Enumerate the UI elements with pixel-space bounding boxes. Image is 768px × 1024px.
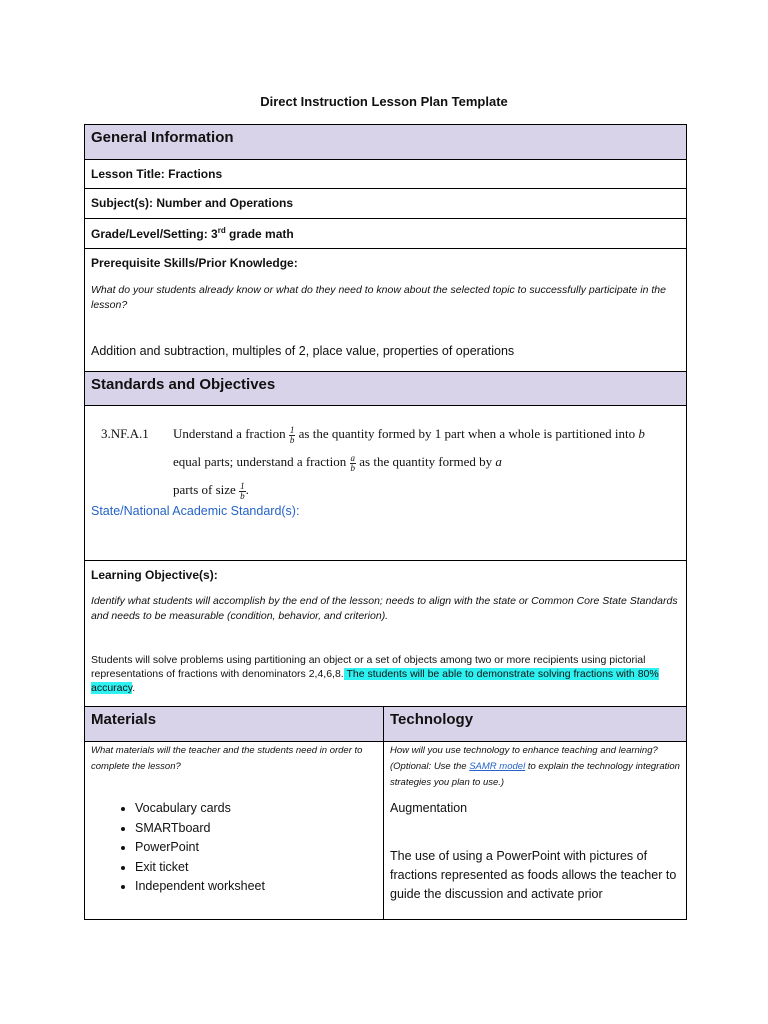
frac-denominator: b [240,490,245,501]
objectives-answer [91,653,680,695]
grade-suffix: grade math [225,227,294,241]
materials-prompt: What materials will the teacher and the students need in order to complete the lesson? [91,745,363,772]
section-heading: General Information [91,129,234,146]
section-heading: Materials [91,711,157,728]
standards-objectives-header [85,372,687,406]
learning-objectives-row [85,561,687,707]
grade-prefix: Grade/Level/Setting: 3 [91,227,218,241]
objectives-answer-text: Students will solve problems using partitioning an object or a set of objects among two or more recipients using pictorial representations of fractions with denominators 2,4,6,8. [91,654,646,680]
prerequisite-answer: Addition and subtraction, multiples of 2, place value, properties of operations [91,344,515,358]
lesson-plan-table [84,124,687,920]
list-item: • PowerPoint [135,838,377,858]
document-title: Direct Instruction Lesson Plan Template [260,94,508,109]
section-heading: Technology [390,711,474,728]
std-text-4: equal parts; understand a fraction [173,454,347,469]
fraction-one-over-b [289,426,296,445]
lesson-title: Lesson Title: Fractions [91,167,223,181]
prerequisite-prompt: What do your students already know or what do they need to know about the selected topic to successfully participate in the lesson? [91,284,666,311]
list-item: • Independent worksheet [135,877,377,897]
frac-numerator: a [350,452,356,463]
standard-statement [91,420,680,504]
section-heading: Standards and Objectives [91,376,276,393]
std-text-7: . [245,482,249,497]
std-text-3: partitioned into [555,426,636,441]
objectives-period: . [132,682,136,694]
objectives-prompt: Identify what students will accomplish by the end of the lesson; needs to align with the state or Common Core State Standards and needs to be measurable (condition, behavior, and criterion). [91,595,678,622]
grade-level-setting [91,219,680,241]
std-text-1: Understand a fraction [173,426,286,441]
var-a: a [495,454,502,469]
technology-cell [384,742,687,920]
frac-denominator: b [289,434,295,445]
materials-list [91,799,377,897]
technology-prompt-b: to explain the technology integration strategies you plan to use.) [390,761,680,788]
technology-description: The use of using a PowerPoint with pictures of fractions represented as foods allows the teacher to guide the discussion and activate prior [390,849,677,901]
standards-row [85,406,687,561]
list-item: • Exit ticket [135,858,377,878]
subjects: Subject(s): Number and Operations [91,196,294,210]
std-text-5: as the quantity formed by [359,454,493,469]
frac-denominator: b [350,462,356,473]
technology-prompt-a: How will you use technology to enhance teaching and learning? (Optional: Use the [390,745,658,772]
standard-text [173,420,673,504]
objectives-highlighted-text: The students will be able to demonstrate solving fractions with 80% accuracy [91,668,659,694]
general-information-header [85,125,687,160]
materials-cell [85,742,384,920]
var-b: b [638,426,645,441]
prerequisite-heading: Prerequisite Skills/Prior Knowledge: [91,256,298,270]
grade-ordinal: rd [217,226,226,235]
materials-header [85,707,384,742]
std-text-2: as the quantity formed by 1 part when a whole is [298,426,553,441]
list-item: • SMARTboard [135,819,377,839]
standard-code: 3.NF.A.1 [101,426,149,441]
frac-numerator: 1 [240,480,245,491]
objectives-heading: Learning Objective(s): [91,568,218,582]
prerequisite-row [85,249,687,372]
lesson-title-row [85,160,687,189]
technology-header [384,707,687,742]
standard-label: State/National Academic Standard(s): [91,504,300,518]
fraction-a-over-b [350,454,357,473]
samr-model-link[interactable]: SAMR model [469,761,526,772]
subjects-row [85,189,687,219]
technology-prompt [390,742,680,791]
std-text-6: parts of size [173,482,236,497]
technology-level: Augmentation [390,801,468,815]
list-item: • Vocabulary cards [135,799,377,819]
frac-numerator: 1 [289,424,295,435]
grade-row [85,219,687,249]
